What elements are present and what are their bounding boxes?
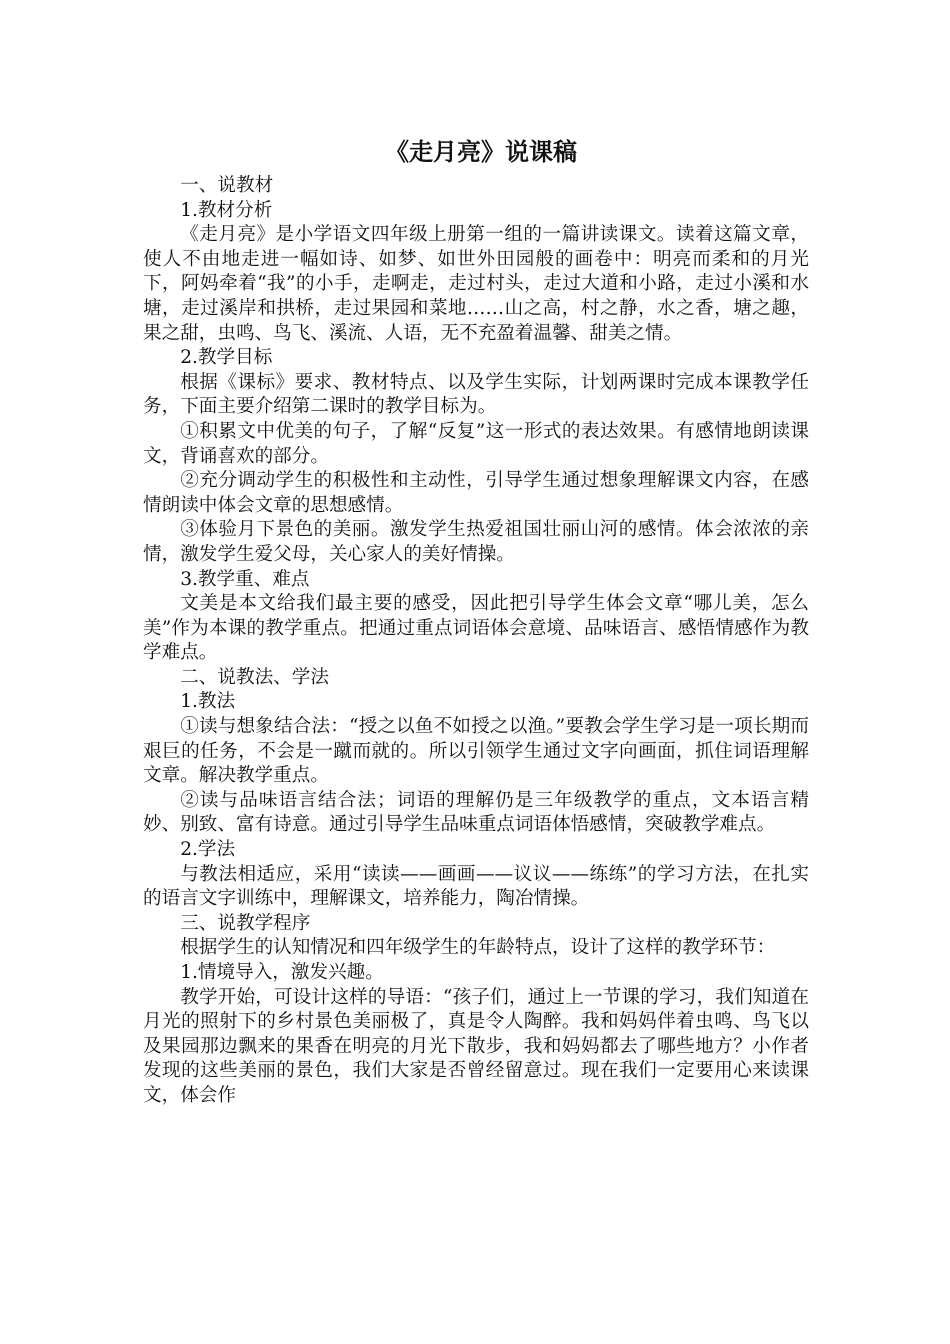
document-title: 《走月亮》说课稿: [385, 137, 577, 166]
paragraph-teaching-goals: 根据《课标》要求、教材特点、以及学生实际，计划两课时完成本课教学任务，下面主要介绍第二课时的教学目标为。: [143, 371, 809, 418]
paragraph-procedure-step-1: 教学开始，可设计这样的导语：“孩子们，通过上一节课的学习，我们知道在月光的照射下的乡村景色美丽极了，真是令人陶醉。我和妈妈伴着虫鸣、鸟飞以及果园那边飘来的果香在明亮的月光下散步，我和妈妈都去了哪些地方？小作者发现的这些美丽的景色，我们大家是否曾经留意过。现在我们一定要用心来读课文，体会作: [143, 986, 809, 1106]
subheading-teaching-goals: 2.教学目标: [180, 347, 273, 369]
section-heading-procedure: 三、说教学程序: [180, 912, 311, 934]
subheading-learning-method: 2.学法: [180, 839, 236, 861]
paragraph-procedure-intro: 根据学生的认知情况和四年级学生的年龄特点，设计了这样的教学环节：: [180, 937, 776, 959]
paragraph-key-difficult-points: 文美是本文给我们最主要的感受，因此把引导学生体会文章“哪儿美，怎么美”作为本课的教学重点。把通过重点词语体会意境、品味语言、感悟情感作为教学难点。: [143, 593, 809, 664]
subheading-key-difficult-points: 3.教学重、难点: [180, 568, 310, 590]
method-item-2: ②读与品味语言结合法；词语的理解仍是三年级教学的重点，文本语言精妙、别致、富有诗意。通过引导学生品味重点词语体悟感情，突破教学难点。: [143, 789, 809, 836]
goal-item-3: ③体验月下景色的美丽。激发学生热爱祖国壮丽山河的感情。体会浓浓的亲情，激发学生爱父母，关心家人的美好情操。: [143, 519, 809, 565]
goal-item-1: ①积累文中优美的句子，了解“反复”这一形式的表达效果。有感情地朗读课文，背诵喜欢的部分。: [143, 420, 809, 467]
subheading-textbook-analysis: 1.教材分析: [180, 199, 273, 221]
document-body: [143, 132, 809, 1109]
section-heading-methods: 二、说教法、学法: [180, 666, 329, 688]
subheading-teaching-method: 1.教法: [180, 691, 236, 713]
goal-item-2: ②充分调动学生的积极性和主动性，引导学生通过想象理解课文内容，在感情朗读中体会文章的思想感情。: [143, 470, 809, 516]
paragraph-learning-method: 与教法相适应，采用“读读——画画——议议——练练”的学习方法，在扎实的语言文字训练中，理解课文，培养能力，陶冶情操。: [143, 863, 809, 910]
paragraph-textbook-analysis: 《走月亮》是小学语文四年级上册第一组的一篇讲读课文。读着这篇文章，使人不由地走进一幅如诗、如梦、如世外田园般的画卷中：明亮而柔和的月光下，阿妈牵着“我”的小手，走啊走，走过村头，走过大道和小路，走过小溪和水塘，走过溪岸和拱桥，走过果园和菜地……山之高，村之静，水之香，塘之趣，果之甜，虫鸣、鸟飞、溪流、人语，无不充盈着温馨、甜美之情。: [143, 224, 809, 344]
section-heading-textbook: 一、说教材: [180, 175, 274, 196]
method-item-1: ①读与想象结合法：“授之以鱼不如授之以渔。”要教会学生学习是一项长期而艰巨的任务，不会是一蹴而就的。所以引领学生通过文字向画面，抓住词语理解文章。解决教学重点。: [143, 716, 809, 787]
subheading-procedure-step-1: 1.情境导入，激发兴趣。: [180, 962, 384, 983]
